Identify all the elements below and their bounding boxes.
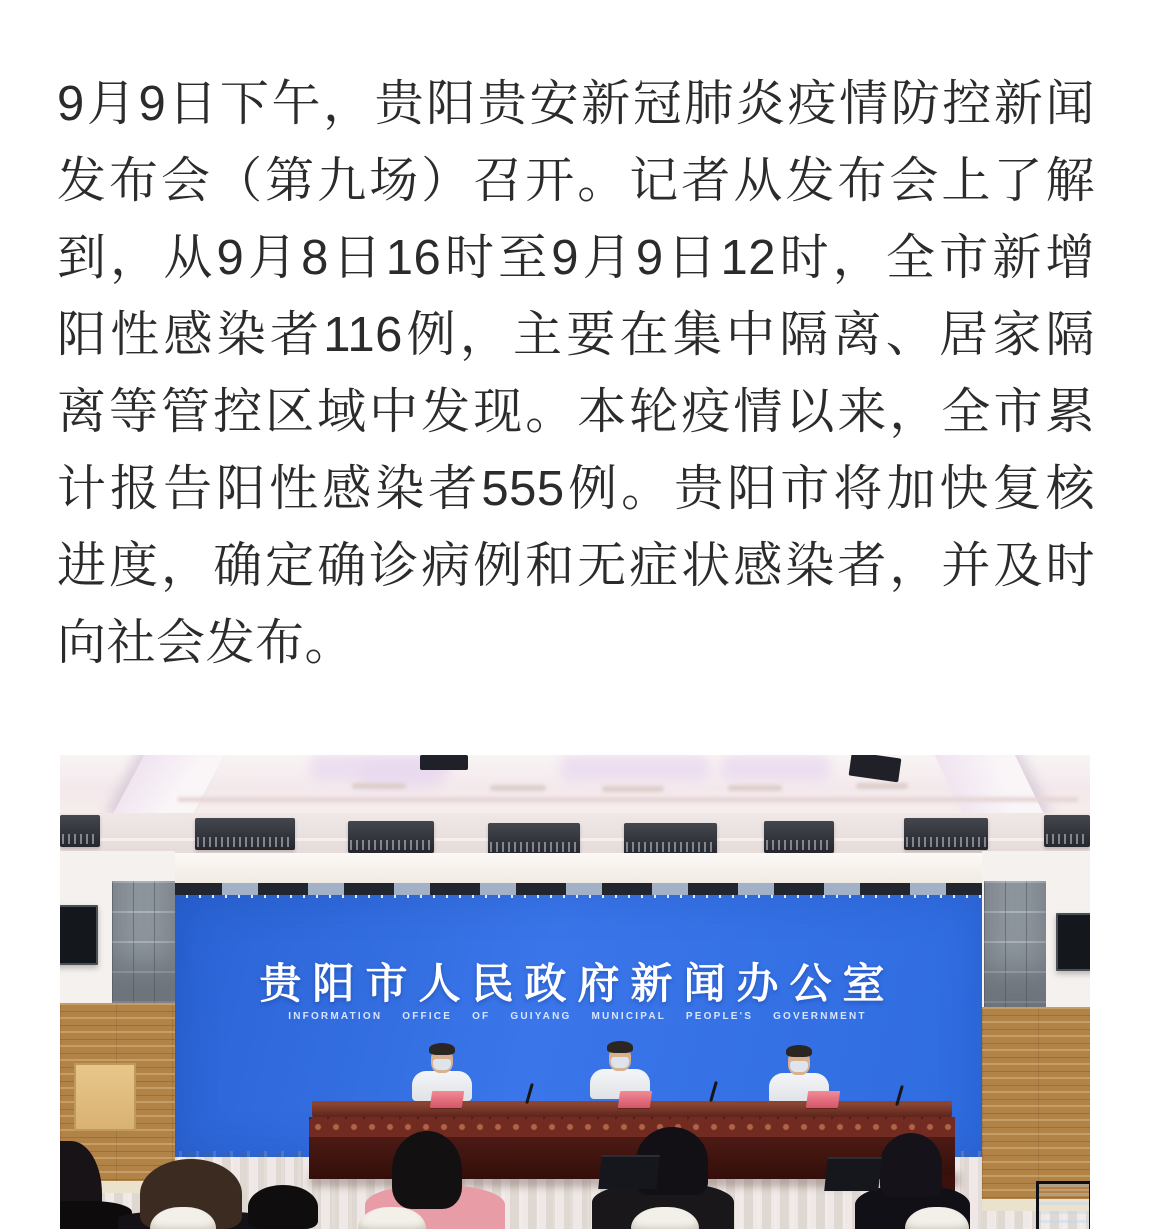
name-card xyxy=(430,1091,464,1108)
article-line: 阳性感染者116例，主要在集中隔离、居家隔 xyxy=(57,308,1095,362)
article-line: 9月9日下午，贵阳贵安新冠肺炎疫情防控新闻 xyxy=(57,77,1095,131)
audience-member-hair xyxy=(392,1131,462,1209)
screen-subtitle: INFORMATION OFFICE OF GUIYANG MUNICIPAL PEOPLE'S GOVERNMENT xyxy=(288,1011,867,1022)
ceiling-light-glow xyxy=(560,755,710,781)
screen-title: 贵阳市人民政府新闻办公室 xyxy=(259,960,896,1007)
press-conference-photo xyxy=(60,755,1090,1229)
ceiling-vent xyxy=(856,783,908,789)
vent-grille xyxy=(348,821,434,853)
vent-grille xyxy=(904,818,988,850)
article-line: 离等管控区域中发现。本轮疫情以来，全市累 xyxy=(57,385,1095,439)
vent-grille xyxy=(1044,815,1090,847)
ceiling-beam xyxy=(112,755,227,815)
laptop-screen xyxy=(1036,1181,1090,1229)
dais-table-carving xyxy=(309,1117,955,1137)
article-line: 发布会（第九场）召开。记者从发布会上了解 xyxy=(57,154,1095,208)
face-mask xyxy=(433,1059,451,1070)
official-hair xyxy=(607,1041,633,1053)
official-hair xyxy=(429,1043,455,1055)
laptop xyxy=(824,1157,882,1191)
ceiling-cornice xyxy=(178,797,1078,802)
audience-member-hair xyxy=(880,1133,942,1197)
ceiling-vent xyxy=(728,785,782,791)
article-line: 计报告阳性感染者555例。贵阳市将加快复核 xyxy=(57,462,1095,516)
right-tv-screen xyxy=(1056,913,1090,971)
ceiling-speaker xyxy=(420,755,468,770)
name-card xyxy=(618,1091,652,1108)
ceiling-light-glow xyxy=(720,755,830,781)
laptop xyxy=(598,1155,660,1189)
article-line: 到，从9月8日16时至9月9日12时，全市新增 xyxy=(57,231,1095,285)
official-hair xyxy=(786,1045,812,1057)
name-card xyxy=(806,1091,840,1108)
ceiling-vent xyxy=(602,786,664,792)
right-wood-wall xyxy=(982,1007,1090,1203)
vent-grille-row xyxy=(60,813,1090,855)
ceiling xyxy=(60,755,1090,815)
face-mask xyxy=(790,1061,808,1072)
left-tv-screen xyxy=(60,905,98,965)
right-gray-panel xyxy=(984,881,1046,1009)
audience-member xyxy=(248,1185,318,1229)
face-mask xyxy=(611,1057,629,1068)
left-gray-panel xyxy=(112,881,175,1003)
vent-grille xyxy=(488,823,580,855)
article-line: 向社会发布。 xyxy=(57,616,355,670)
vent-grille xyxy=(60,815,100,847)
vent-grille xyxy=(624,823,717,855)
ceiling-vent xyxy=(490,785,546,791)
vent-grille xyxy=(764,821,834,853)
ceiling-beam xyxy=(932,755,1044,815)
ceiling-vent xyxy=(352,783,406,789)
left-wall-door xyxy=(74,1063,136,1131)
vent-grille xyxy=(195,818,295,850)
article-line: 进度，确定确诊病例和无症状感染者，并及时 xyxy=(57,539,1095,593)
